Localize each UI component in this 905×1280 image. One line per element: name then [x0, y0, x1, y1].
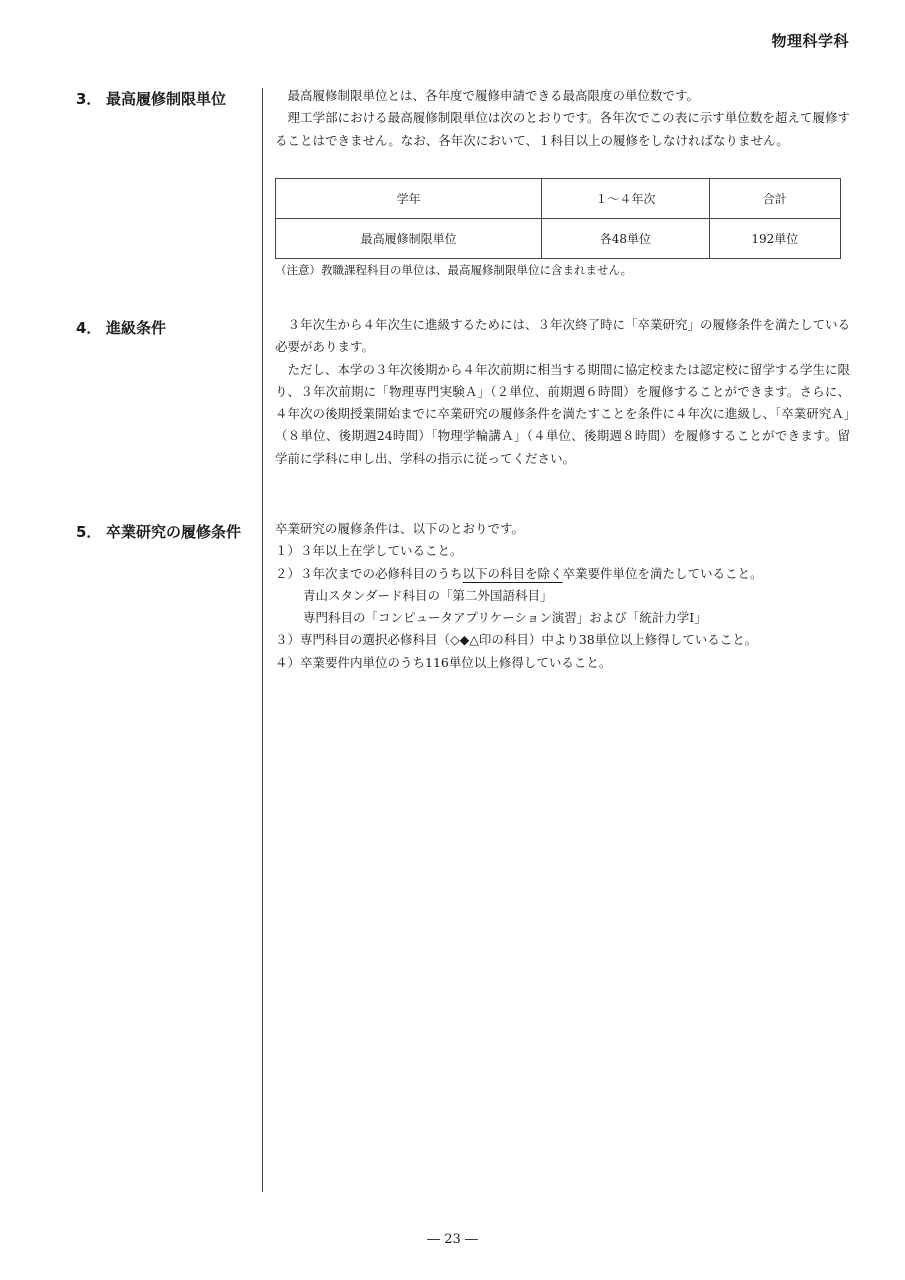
section-4-number: 4． — [76, 319, 102, 337]
section-5-number: 5． — [76, 523, 102, 541]
section-4-paragraph-2: ただし、本学の３年次後期から４年次前期に相当する期間に協定校または認定校に留学する学生に限り、３年次前期に「物理専門実験Ａ」（２単位、前期週６時間）を履修することができます。さらに、４年次の後期授業開始までに卒業研究の履修条件を満たすことを条件に４年次に進級し、「卒業研究Ａ」（８単位、後期週24時間）「物理学輪講Ａ」（４単位、後期週８時間）を履修することができます。留学前に学科に申し出、学科の指示に従ってください。 — [275, 361, 851, 466]
section-3-heading — [76, 88, 226, 109]
table-cell-per-year: 各48単位 — [542, 219, 709, 259]
section-3-body — [275, 85, 850, 152]
condition-item-3: ３）専門科目の選択必修科目（◇◆△印の科目）中より38単位以上修得していること。 — [275, 632, 758, 648]
page-number: ― 23 ― — [427, 1232, 478, 1247]
excluded-course-2: 専門科目の「コンピュータアプリケーション演習」および「統計力学Ⅰ」 — [303, 610, 707, 626]
condition-item-1: １）３年以上在学していること。 — [275, 543, 463, 559]
excluded-courses-phrase: 以下の科目を除く — [462, 565, 563, 581]
condition-item-2-start: ２）３年次までの必修科目のうち — [275, 565, 463, 581]
table-cell-label: 最高履修制限単位 — [276, 219, 542, 259]
column-divider — [262, 88, 263, 1192]
section-4-body — [275, 314, 850, 470]
section-5-heading — [76, 521, 241, 542]
section-3-paragraph-2: 理工学部における最高履修制限単位は次のとおりです。各年次でこの表に示す単位数を超えて履修することはできません。なお、各年次において、１科目以上の履修をしなければなりません。 — [275, 110, 850, 148]
section-5-intro: 卒業研究の履修条件は、以下のとおりです。 — [275, 521, 525, 536]
table-header-grade: 学年 — [276, 179, 542, 219]
excluded-course-1: 青山スタンダード科目の「第二外国語科目」 — [303, 587, 553, 603]
table-cell-total: 192単位 — [709, 219, 840, 259]
section-4-heading — [76, 317, 166, 338]
section-4-paragraph-1: ３年次生から４年次生に進級するためには、３年次終了時に「卒業研究」の履修条件を満たしている必要があります。 — [275, 317, 851, 355]
table-header-total: 合計 — [709, 179, 840, 219]
department-name: 物理科学科 — [771, 32, 849, 50]
table-row — [276, 179, 841, 219]
section-5-title: 卒業研究の履修条件 — [106, 523, 242, 541]
table-row — [276, 219, 841, 259]
table-header-years: １～４年次 — [542, 179, 709, 219]
section-3-number: 3． — [76, 90, 102, 108]
section-3-title: 最高履修制限単位 — [106, 90, 227, 108]
condition-item-2 — [275, 563, 850, 585]
section-3-paragraph-1: 最高履修制限単位とは、各年度で履修申請できる最高限度の単位数です。 — [287, 88, 700, 103]
section-4-title: 進級条件 — [106, 319, 167, 337]
credit-limit-table — [275, 178, 841, 259]
section-5-body — [275, 518, 850, 674]
table-note: （注意）教職課程科目の単位は、最高履修制限単位に含まれません。 — [275, 263, 633, 277]
condition-item-2-end: 卒業要件単位を満たしていること。 — [562, 565, 763, 581]
condition-item-4: ４）卒業要件内単位のうち116単位以上修得していること。 — [275, 654, 612, 670]
